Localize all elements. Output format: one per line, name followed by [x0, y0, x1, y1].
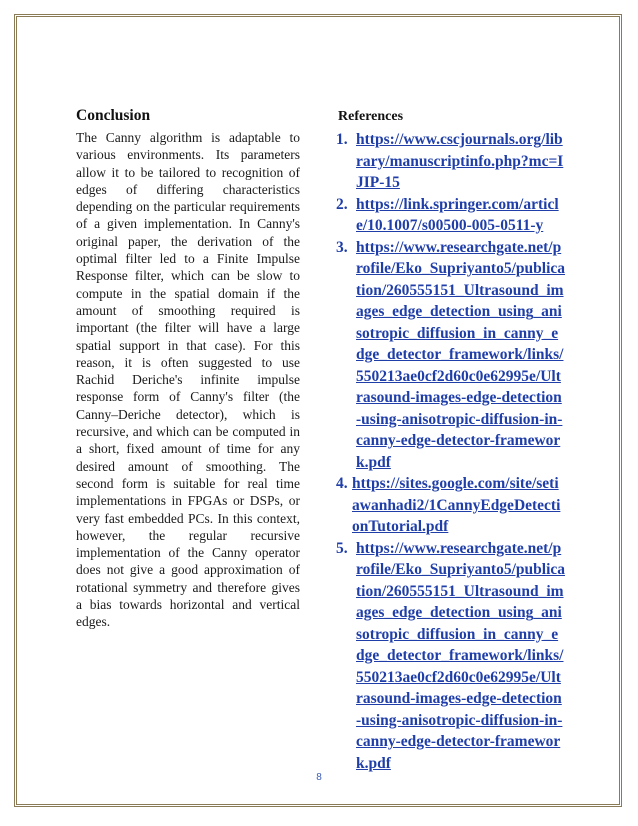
reference-number: 3.: [336, 238, 348, 256]
reference-number: 1.: [336, 131, 348, 148]
reference-item-1: [336, 129, 566, 194]
reference-link-2[interactable]: https://link.springer.com/article/10.1007/s00500-005-0511-y: [356, 195, 559, 234]
references-heading: References: [338, 109, 404, 124]
reference-item-2: [336, 194, 566, 237]
conclusion-body: The Canny algorithm is adaptable to various environments. Its parameters allow it to be tailored to recognition of edges of differing characteristics depending on the particular requirements of a given implementation. In Canny's original paper, the derivation of the optimal filter led to a Finite Impulse Response filter, which can be slow to compute in the spatial domain if the amount of smoothing required is important (the filter will have a large spatial support in that case). For this reason, it is often suggested to use Rachid Deriche's infinite impulse response form of Canny's filter (the Canny–Deriche detector), which is recursive, and which can be computed in a short, fixed amount of time for any desired amount of smoothing. The second form is suitable for real time implementations in FPGAs or DSPs, or very fast embedded PCs. In this context, however, the regular recursive implementation of the Canny operator does not give a good approximation of rotational symmetry and therefore gives a bias towards horizontal and vertical edges.: [76, 130, 300, 630]
reference-link-5[interactable]: https://www.researchgate.net/profile/Eko_Supriyanto5/publication/260555151_Ultrasound_images_edge_detection_using_anisotropic_diffusion_in_canny_edge_detector_framework/links/550213ae0cf2d60c0e62995e/Ultrasound-images-edge-detection-using-anisotropic-diffusion-in-canny-edge-detector-framework.pdf: [356, 539, 566, 772]
reference-number: 5.: [336, 539, 348, 557]
conclusion-section: [76, 106, 300, 631]
reference-link-1[interactable]: https://www.cscjournals.org/library/manuscriptinfo.php?mc=IJIP-15: [356, 131, 564, 191]
reference-item-4: [336, 473, 566, 538]
references-list: [336, 129, 566, 774]
reference-number: 4.: [336, 475, 348, 492]
reference-link-3[interactable]: https://www.researchgate.net/profile/Eko_Supriyanto5/publication/260555151_Ultrasound_images_edge_detection_using_anisotropic_diffusion_in_canny_edge_detector_framework/links/550213ae0cf2d60c0e62995e/Ultrasound-images-edge-detection-using-anisotropic-diffusion-in-canny-edge-detector-framework.pdf: [356, 238, 566, 471]
references-section: [336, 107, 566, 774]
reference-link-4[interactable]: https://sites.google.com/site/setiawanhadi2/1CannyEdgeDetectionTutorial.pdf: [352, 475, 561, 535]
page-number: 8: [316, 772, 322, 783]
conclusion-heading: Conclusion: [76, 107, 151, 124]
reference-item-5: [336, 538, 566, 775]
reference-item-3: [336, 237, 566, 474]
reference-number: 2.: [336, 195, 348, 213]
